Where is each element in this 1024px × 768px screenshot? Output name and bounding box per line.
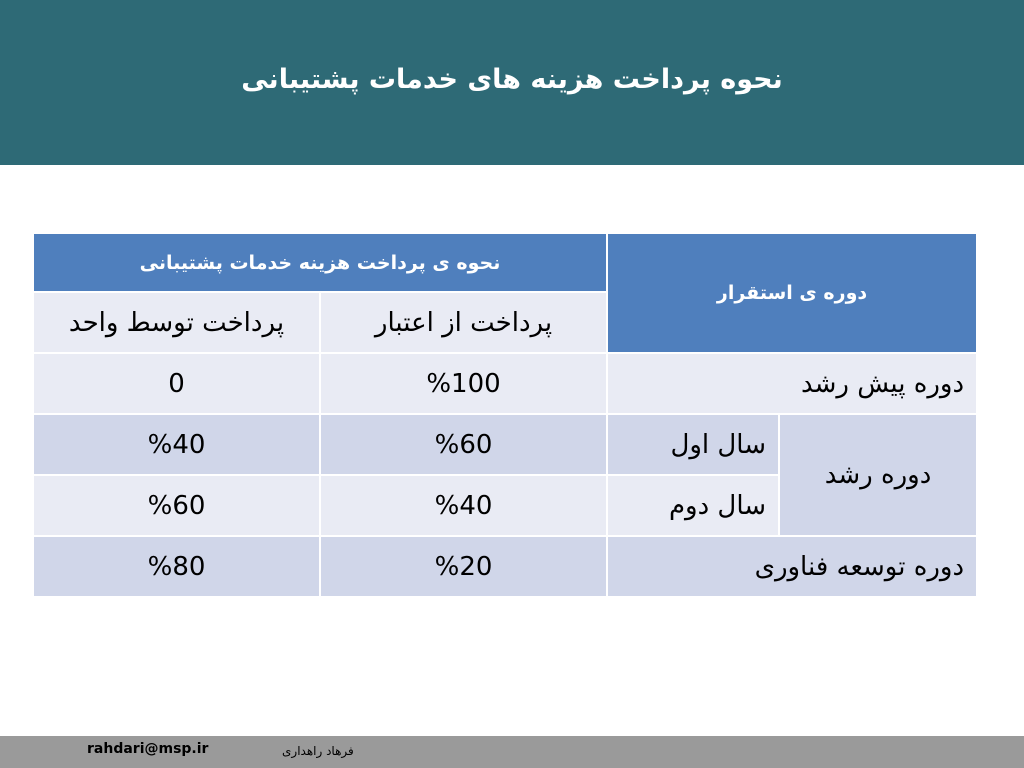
unit-cell: %40 (33, 414, 320, 475)
credit-cell: %40 (320, 475, 607, 536)
unit-cell: 0 (33, 353, 320, 414)
table-row (33, 353, 977, 414)
table-header-row (33, 233, 977, 292)
unit-cell: %80 (33, 536, 320, 597)
table-row (33, 414, 977, 475)
support-cost-table (32, 232, 978, 598)
year-cell: سال دوم (607, 475, 779, 536)
credit-cell: %100 (320, 353, 607, 414)
header-payment-cell: نحوه ی پرداخت هزینه خدمات پشتیبانی (33, 233, 607, 292)
credit-cell: %60 (320, 414, 607, 475)
slide-footer (0, 736, 1024, 768)
period-cell: دوره پیش رشد (607, 353, 977, 414)
slide-title: نحوه پرداخت هزینه های خدمات پشتیبانی (241, 64, 783, 95)
footer-email: rahdari@msp.ir (87, 741, 209, 757)
period-cell: دوره رشد (779, 414, 977, 536)
period-cell: دوره توسعه فناوری (607, 536, 977, 597)
credit-cell: %20 (320, 536, 607, 597)
header-unit-cell: پرداخت توسط واحد (33, 292, 320, 353)
header-credit-cell: پرداخت از اعتبار (320, 292, 607, 353)
unit-cell: %60 (33, 475, 320, 536)
footer-author: فرهاد راهداری (282, 744, 354, 758)
year-cell: سال اول (607, 414, 779, 475)
table-row (33, 536, 977, 597)
header-period-cell: دوره ی استقرار (607, 233, 977, 353)
